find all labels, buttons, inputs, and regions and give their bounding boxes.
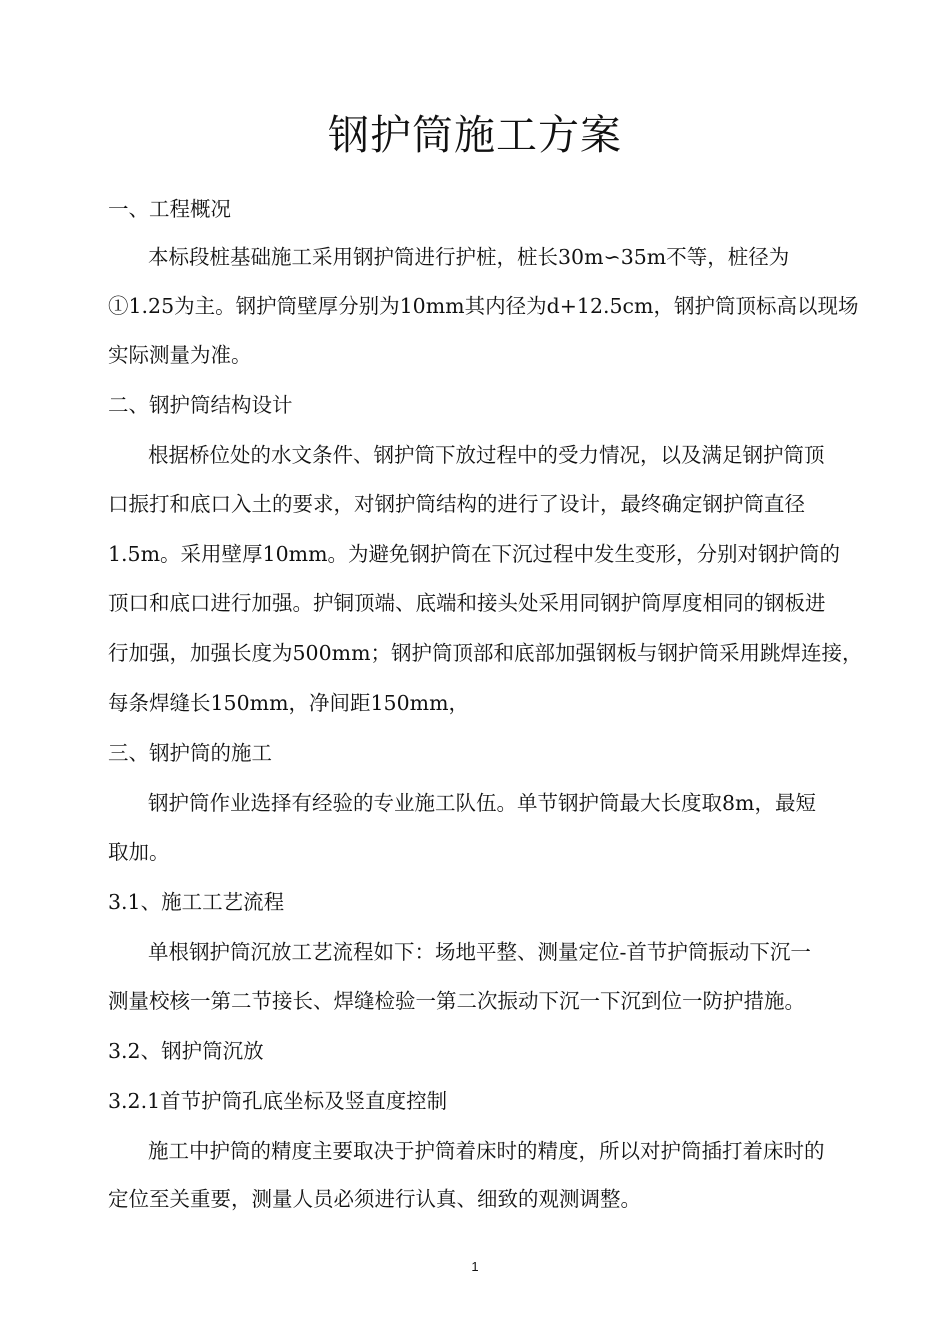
paragraph-line: 实际测量为准。	[108, 343, 252, 367]
paragraph-line: 钢护筒作业选择有经验的专业施工队伍。单节钢护筒最大长度取8m，最短	[148, 791, 816, 815]
paragraph-line: 施工中护筒的精度主要取决于护筒着床时的精度，所以对护筒插打着床时的	[148, 1139, 825, 1163]
paragraph-line: 根据桥位处的水文条件、钢护筒下放过程中的受力情况，以及满足钢护筒顶	[148, 443, 825, 467]
paragraph-line: ①1.25为主。钢护筒壁厚分别为10mm其内径为d+12.5cm，钢护筒顶标高以现场	[108, 294, 859, 318]
paragraph-line: 定位至关重要，测量人员必须进行认真、细致的观测调整。	[108, 1187, 641, 1211]
document-title: 钢护筒施工方案	[328, 111, 622, 159]
section-heading-overview: 一、工程概况	[108, 197, 231, 221]
section-heading-construction: 三、钢护筒的施工	[108, 741, 272, 765]
subsection-heading-process: 3.1、施工工艺流程	[108, 890, 285, 914]
section-heading-structure-design: 二、钢护筒结构设计	[108, 393, 293, 417]
paragraph-line: 顶口和底口进行加强。护铜顶端、底端和接头处采用同钢护筒厚度相同的钢板进	[108, 591, 826, 615]
paragraph-line: 1.5m。采用壁厚10mm。为避免钢护筒在下沉过程中发生变形，分别对钢护筒的	[108, 542, 841, 566]
paragraph-line: 口振打和底口入土的要求，对钢护筒结构的进行了设计，最终确定钢护筒直径	[108, 492, 805, 516]
paragraph-line: 测量校核一第二节接长、焊缝检验一第二次振动下沉一下沉到位一防护措施。	[108, 989, 805, 1013]
subsection-heading-sinking: 3.2、钢护筒沉放	[108, 1039, 264, 1063]
subsection-heading-coordinate-control: 3.2.1首节护筒孔底坐标及竖直度控制	[108, 1089, 448, 1113]
paragraph-line: 单根钢护筒沉放工艺流程如下：场地平整、测量定位-首节护筒振动下沉一	[148, 940, 811, 964]
paragraph-line: 取加。	[108, 840, 170, 864]
page-number: 1	[471, 1259, 479, 1274]
paragraph-line: 行加强，加强长度为500mm；钢护筒顶部和底部加强钢板与钢护筒采用跳焊连接，	[108, 641, 863, 665]
paragraph-line: 每条焊缝长150mm，净间距150mm，	[108, 691, 470, 715]
paragraph-line: 本标段桩基础施工采用钢护筒进行护桩，桩长30m∽35m不等，桩径为	[148, 245, 790, 269]
